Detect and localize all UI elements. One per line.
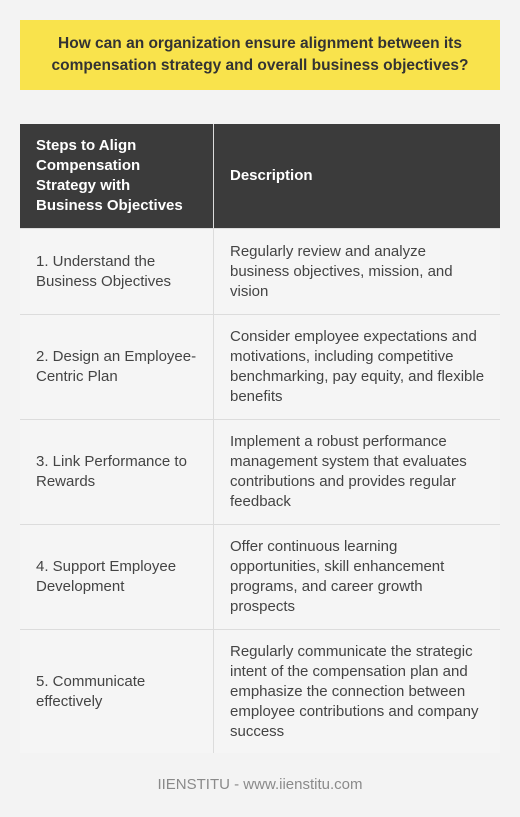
table-row <box>20 228 500 314</box>
description-cell: Regularly communicate the strategic intent of the compensation plan and emphasize the connection between employee contributions and company success <box>214 629 500 753</box>
table-row <box>20 629 500 753</box>
alignment-steps-table <box>20 124 500 753</box>
table-header-row <box>20 124 500 228</box>
table-row <box>20 314 500 419</box>
step-cell: 1. Understand the Business Objectives <box>20 228 214 314</box>
step-cell: 3. Link Performance to Rewards <box>20 419 214 524</box>
description-cell: Consider employee expectations and motivations, including competitive benchmarking, pay equity, and flexible benefits <box>214 314 500 419</box>
footer-credit: IIENSTITU - www.iienstitu.com <box>157 776 363 793</box>
table-row <box>20 419 500 524</box>
description-cell: Implement a robust performance management system that evaluates contributions and provides regular feedback <box>214 419 500 524</box>
column-header-description: Description <box>214 124 500 228</box>
page-title: How can an organization ensure alignment between its compensation strategy and overall business objectives? <box>20 20 500 90</box>
description-cell: Regularly review and analyze business objectives, mission, and vision <box>214 228 500 314</box>
step-cell: 5. Communicate effectively <box>20 629 214 753</box>
description-cell: Offer continuous learning opportunities, skill enhancement programs, and career growth prospects <box>214 524 500 629</box>
step-cell: 4. Support Employee Development <box>20 524 214 629</box>
table-row <box>20 524 500 629</box>
column-header-steps: Steps to Align Compensation Strategy with Business Objectives <box>20 124 214 228</box>
step-cell: 2. Design an Employee-Centric Plan <box>20 314 214 419</box>
